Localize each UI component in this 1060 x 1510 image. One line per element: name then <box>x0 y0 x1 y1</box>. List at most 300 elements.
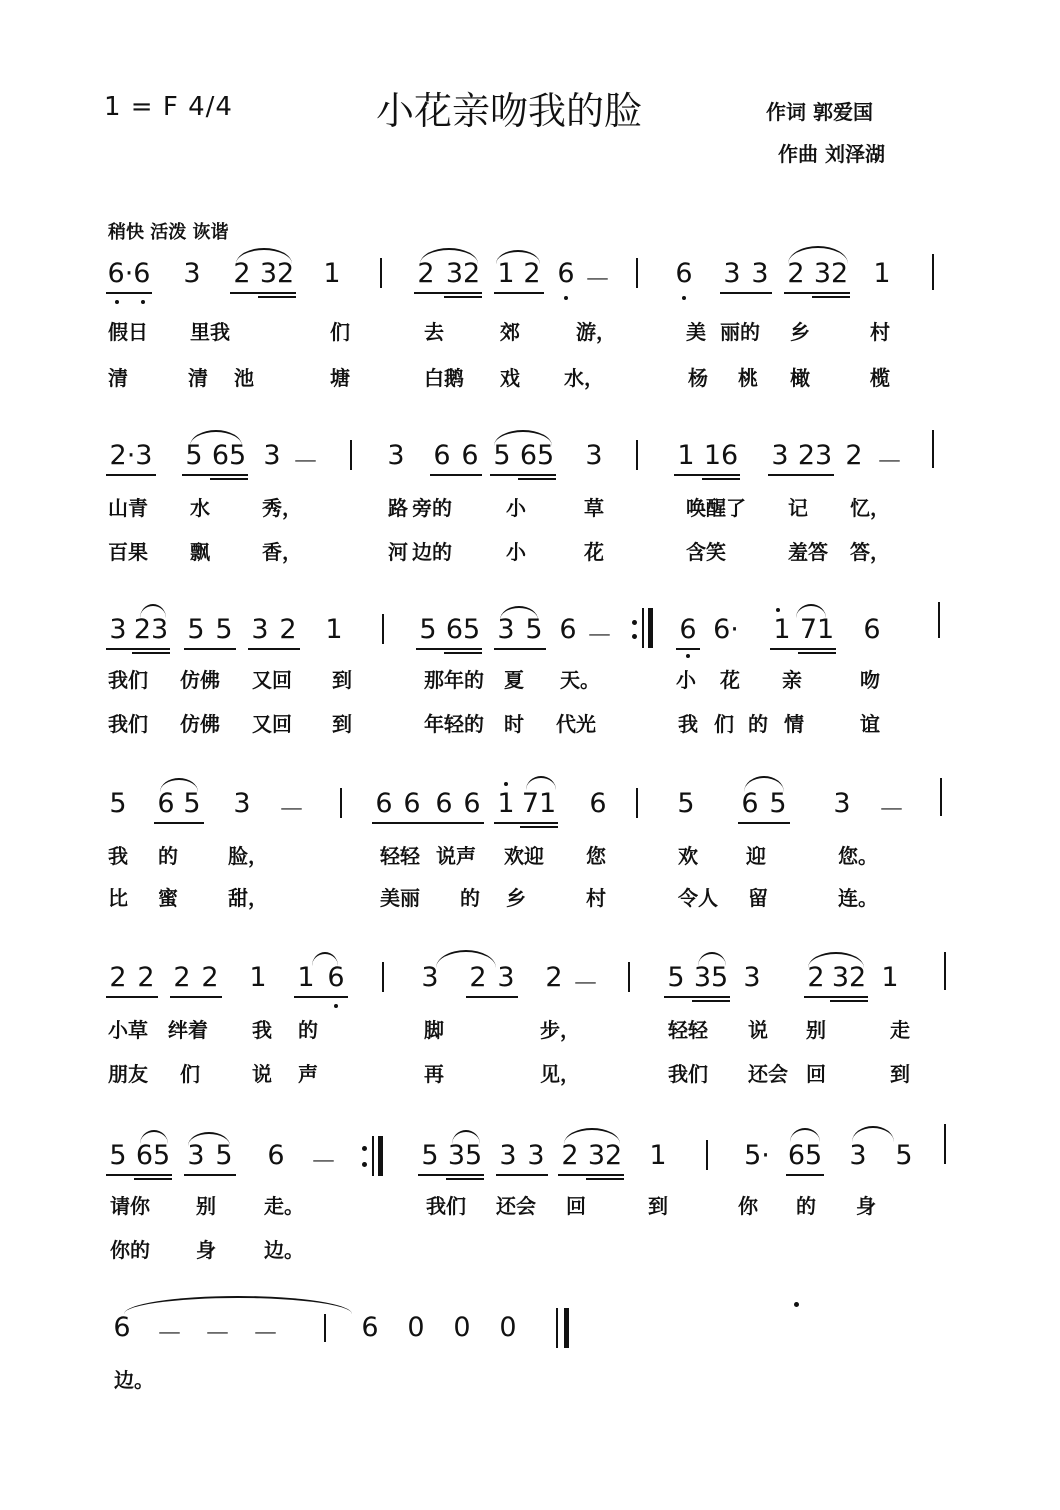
note: 6 <box>327 962 345 993</box>
note: 6·6 <box>107 258 151 289</box>
lyric-word: 忆， <box>850 496 890 520</box>
thick-bar-line <box>648 608 653 648</box>
note: 2 <box>201 962 219 993</box>
lyric-word: 白鹅 <box>424 366 464 390</box>
underline-beam <box>702 478 740 480</box>
lyric-word: 丽的 <box>720 320 760 344</box>
note: 23 <box>133 614 169 645</box>
dash: － <box>572 969 599 1000</box>
bar-line <box>556 1308 558 1348</box>
bar-line <box>944 1124 946 1164</box>
lyric-word: 花 <box>584 540 604 564</box>
lyric-word: 说 <box>748 1018 768 1042</box>
note: 65 <box>519 440 555 471</box>
underline-beam <box>154 822 204 824</box>
note: 1 <box>297 962 315 993</box>
note: 1 <box>873 258 891 289</box>
underline-beam <box>784 292 850 294</box>
lyric-word: 蜜 <box>158 886 178 910</box>
note: 6 <box>267 1140 285 1171</box>
note: 71 <box>799 614 835 645</box>
dash: － <box>586 621 613 652</box>
repeat-dot <box>362 1146 367 1151</box>
lyric-word: 小 <box>676 668 696 692</box>
note: 6 <box>463 788 481 819</box>
note: 1 <box>249 962 267 993</box>
underline-beam <box>770 648 836 650</box>
lyric-word: 河 <box>388 540 408 564</box>
notes-line <box>0 1312 1060 1362</box>
bar-line <box>382 962 384 992</box>
underline-beam <box>430 474 482 476</box>
note: 5 <box>525 614 543 645</box>
underline-beam <box>586 1178 624 1180</box>
underline-beam <box>106 648 170 650</box>
note: 3 <box>751 258 769 289</box>
lyric-word: 亲 <box>782 668 802 692</box>
dash: － <box>156 1319 183 1350</box>
lyric-word: 留 <box>748 886 768 910</box>
bar-line <box>706 1140 708 1170</box>
dash: － <box>278 795 305 826</box>
repeat-dot <box>632 634 637 639</box>
lyric-word: 里我 <box>190 320 230 344</box>
underline-beam <box>518 478 556 480</box>
score-row-7 <box>0 1312 1060 1462</box>
underline-beam <box>768 474 834 476</box>
note: 5 <box>187 614 205 645</box>
underline-beam <box>558 1174 624 1176</box>
underline-beam <box>170 996 222 998</box>
bar-line <box>628 962 630 992</box>
repeat-dot <box>362 1162 367 1167</box>
notes-line <box>0 258 1060 308</box>
lyric-word: 杨 <box>688 366 708 390</box>
underline-beam <box>444 296 482 298</box>
note: 32 <box>587 1140 623 1171</box>
bar-line <box>636 788 638 818</box>
note: 1 <box>881 962 899 993</box>
lyric-word: 边。 <box>114 1368 154 1392</box>
underline-beam <box>494 822 558 824</box>
note: 1 <box>497 258 515 289</box>
bar-line <box>932 254 934 290</box>
note: 1 <box>773 614 791 645</box>
lyric-word: 你 <box>738 1194 758 1218</box>
lyric-word: 小 <box>506 496 526 520</box>
underline-beam <box>674 474 740 476</box>
note: 65 <box>787 1140 823 1171</box>
note: 3 <box>499 1140 517 1171</box>
dash: － <box>878 795 905 826</box>
lyric-word: 脚 <box>424 1018 444 1042</box>
underline-beam <box>720 292 772 294</box>
lyric-word: 乡 <box>790 320 810 344</box>
note: 6 <box>375 788 393 819</box>
lyric-word: 仿佛 <box>180 668 220 692</box>
lyric-word: 秀， <box>262 496 302 520</box>
underline-beam <box>786 1174 824 1176</box>
lyric-word: 草 <box>584 496 604 520</box>
lyric-word: 天。 <box>560 668 600 692</box>
slur-arc <box>190 430 242 446</box>
lyric-word: 您 <box>586 844 606 868</box>
note: 3 <box>833 788 851 819</box>
lyric-word: 水， <box>564 366 604 390</box>
underline-beam <box>416 648 482 650</box>
note: 5 <box>185 440 203 471</box>
lyric-word: 羞答 <box>788 540 828 564</box>
note: 2 <box>561 1140 579 1171</box>
lyric-word: 年轻的 <box>424 712 484 736</box>
note: 5 <box>895 1140 913 1171</box>
note: 3 <box>527 1140 545 1171</box>
note: 3 <box>723 258 741 289</box>
lyric-word: 绊着 <box>168 1018 208 1042</box>
bar-line <box>642 608 644 648</box>
note: 65 <box>211 440 247 471</box>
lyric-word: 欢迎 <box>504 844 544 868</box>
note: 1 <box>497 788 515 819</box>
notes-line <box>0 614 1060 664</box>
underline-beam <box>248 648 300 650</box>
lyric-word: 到 <box>648 1194 668 1218</box>
underline-beam <box>372 822 484 824</box>
score-row-2 <box>0 440 1060 590</box>
lyric-word: 欢 <box>678 844 698 868</box>
note: 2 <box>109 962 127 993</box>
underline-beam <box>230 292 296 294</box>
dash: － <box>310 1147 337 1178</box>
score-row-5 <box>0 962 1060 1112</box>
underline-beam <box>494 648 546 650</box>
lyric-word: 再 <box>424 1062 444 1086</box>
note: 5 <box>183 788 201 819</box>
note: 65 <box>135 1140 171 1171</box>
bar-line <box>380 258 382 288</box>
note: 1 <box>325 614 343 645</box>
note: 5 <box>769 788 787 819</box>
note: 5 <box>109 788 127 819</box>
underline-beam <box>446 1178 484 1180</box>
lyric-word: 说 <box>252 1062 272 1086</box>
underline-beam <box>830 1000 868 1002</box>
underline-beam <box>520 826 558 828</box>
lyric-word: 时 <box>504 712 524 736</box>
note: 0 <box>499 1312 517 1343</box>
slur-arc <box>140 1130 168 1144</box>
octave-dot <box>504 782 508 786</box>
lyric-word: 您。 <box>838 844 878 868</box>
lyric-word: 谊 <box>860 712 880 736</box>
lyric-word: 轻轻 <box>668 1018 708 1042</box>
note: 2 <box>173 962 191 993</box>
lyric-word: 朋友 <box>108 1062 148 1086</box>
lyric-word: 山青 <box>108 496 148 520</box>
underline-beam <box>418 1174 484 1176</box>
lyric-word: 身 <box>196 1238 216 1262</box>
lyric-word: 仿佛 <box>180 712 220 736</box>
note: 3 <box>233 788 251 819</box>
slur-arc <box>124 1296 352 1314</box>
underline-beam <box>692 1000 730 1002</box>
underline-beam <box>134 1178 172 1180</box>
lyric-word: 回 <box>806 1062 826 1086</box>
lyric-word: 美丽 <box>380 886 420 910</box>
bar-line <box>932 430 934 468</box>
underline-beam <box>494 292 544 294</box>
bar-line <box>350 440 352 470</box>
slur-arc <box>744 776 784 792</box>
lyric-word: 身 <box>856 1194 876 1218</box>
slur-arc <box>808 952 864 968</box>
lyric-word: 榄 <box>870 366 890 390</box>
score-row-3 <box>0 614 1060 764</box>
notes-line <box>0 440 1060 490</box>
note: 2 <box>807 962 825 993</box>
lyric-word: 池 <box>234 366 254 390</box>
lyric-word: 花 <box>720 668 740 692</box>
note: 2 <box>279 614 297 645</box>
note: 1 <box>649 1140 667 1171</box>
note: 6 <box>461 440 479 471</box>
note: 6 <box>157 788 175 819</box>
note: 3 <box>849 1140 867 1171</box>
underline-beam <box>676 648 700 650</box>
note: 35 <box>693 962 729 993</box>
lyric-word: 我们 <box>426 1194 466 1218</box>
underline-beam <box>184 648 236 650</box>
octave-dot <box>334 1004 338 1008</box>
score-row-4 <box>0 788 1060 938</box>
lyric-word: 记 <box>788 496 808 520</box>
lyric-word: 我们 <box>668 1062 708 1086</box>
lyric-word: 请你 <box>110 1194 150 1218</box>
slur-arc <box>796 604 826 618</box>
lyric-word: 见， <box>540 1062 580 1086</box>
note: 6 <box>741 788 759 819</box>
lyric-word: 到 <box>332 712 352 736</box>
note: 6 <box>113 1312 131 1343</box>
underline-beam <box>414 292 482 294</box>
dash: － <box>252 1319 279 1350</box>
lyric-word: 们 <box>330 320 350 344</box>
underline-beam <box>490 474 556 476</box>
underline-beam <box>444 652 482 654</box>
slur-arc <box>452 1130 480 1144</box>
lyric-word: 还会 <box>496 1194 536 1218</box>
note: 71 <box>521 788 557 819</box>
note: 2 <box>469 962 487 993</box>
lyric-word: 我 <box>252 1018 272 1042</box>
note: 6 <box>675 258 693 289</box>
note: 0 <box>407 1312 425 1343</box>
note: 5 <box>677 788 695 819</box>
underline-beam <box>106 292 152 294</box>
octave-dot <box>564 296 568 300</box>
note: 3 <box>585 440 603 471</box>
lyric-word: 路 <box>388 496 408 520</box>
note: 32 <box>259 258 295 289</box>
lyric-word: 含笑 <box>686 540 726 564</box>
lyric-word: 回 <box>566 1194 586 1218</box>
lyric-word: 声 <box>298 1062 318 1086</box>
lyric-word: 小草 <box>108 1018 148 1042</box>
note: 2 <box>137 962 155 993</box>
dash: － <box>204 1319 231 1350</box>
lyric-word: 到 <box>890 1062 910 1086</box>
slur-arc <box>312 952 338 966</box>
repeat-dot <box>632 620 637 625</box>
note: 3 <box>109 614 127 645</box>
bar-line <box>636 258 638 288</box>
dash: － <box>584 265 611 296</box>
repeat-dot <box>794 1302 799 1307</box>
underline-beam <box>738 822 790 824</box>
lyric-word: 戏 <box>500 366 520 390</box>
lyric-word: 令人 <box>678 886 718 910</box>
lyric-word: 说声 <box>436 844 476 868</box>
lyric-word: 我们 <box>108 712 148 736</box>
lyric-word: 还会 <box>748 1062 788 1086</box>
lyric-word: 清 <box>108 366 128 390</box>
note: 6 <box>863 614 881 645</box>
note: 2·3 <box>109 440 153 471</box>
slur-arc <box>140 604 166 618</box>
underline-beam <box>132 652 170 654</box>
underline-beam <box>798 652 836 654</box>
thick-bar-line <box>564 1308 569 1348</box>
slur-arc <box>436 950 496 968</box>
underline-beam <box>496 1174 548 1176</box>
note: 2 <box>545 962 563 993</box>
lyric-word: 边。 <box>264 1238 304 1262</box>
slur-arc <box>496 250 540 264</box>
slur-arc <box>698 952 726 966</box>
note: 65 <box>445 614 481 645</box>
note: 5 <box>493 440 511 471</box>
lyric-word: 唤醒了 <box>686 496 746 520</box>
underline-beam <box>106 996 158 998</box>
lyric-word: 游， <box>576 320 616 344</box>
lyric-word: 的 <box>158 844 178 868</box>
lyric-word: 的 <box>298 1018 318 1042</box>
lyric-word: 那年的 <box>424 668 484 692</box>
lyric-word: 桃 <box>738 366 758 390</box>
note: 6 <box>433 440 451 471</box>
note: 6 <box>361 1312 379 1343</box>
bar-line <box>340 788 342 818</box>
underline-beam <box>804 996 868 998</box>
lyric-word: 我们 <box>108 668 148 692</box>
tempo-marking: 稍快 活泼 诙谐 <box>108 222 229 243</box>
octave-dot <box>141 300 145 304</box>
lyric-word: 答， <box>850 540 890 564</box>
note: 3 <box>497 614 515 645</box>
lyric-word: 夏 <box>504 668 524 692</box>
underline-beam <box>210 478 248 480</box>
note: 6 <box>403 788 421 819</box>
lyric-word: 代光 <box>556 712 596 736</box>
lyric-word: 橄 <box>790 366 810 390</box>
lyric-word: 们 <box>714 712 734 736</box>
bar-line <box>938 602 940 638</box>
lyric-word: 别 <box>196 1194 216 1218</box>
lyric-word: 假日 <box>108 320 148 344</box>
note: 3 <box>743 962 761 993</box>
lyric-word: 清 <box>188 366 208 390</box>
underline-beam <box>184 1174 236 1176</box>
lyric-word: 脸， <box>228 844 268 868</box>
slur-arc <box>420 248 478 264</box>
note: 6 <box>559 614 577 645</box>
lyric-word: 小 <box>506 540 526 564</box>
note: 32 <box>831 962 867 993</box>
note: 6 <box>435 788 453 819</box>
bar-line <box>324 1314 326 1342</box>
note: 0 <box>453 1312 471 1343</box>
note: 6 <box>679 614 697 645</box>
note: 3 <box>421 962 439 993</box>
lyric-word: 我 <box>678 712 698 736</box>
octave-dot <box>686 654 690 658</box>
score-row-6 <box>0 1140 1060 1290</box>
lyric-word: 走 <box>890 1018 910 1042</box>
note: 5 <box>215 1140 233 1171</box>
underline-beam <box>294 996 348 998</box>
lyric-word: 飘 <box>190 540 210 564</box>
lyric-word: 郊 <box>500 320 520 344</box>
thick-bar-line <box>378 1136 383 1176</box>
lyric-word: 边的 <box>412 540 452 564</box>
note: 3 <box>251 614 269 645</box>
slur-arc <box>500 606 538 620</box>
notes-line <box>0 1140 1060 1190</box>
slur-arc <box>494 430 552 446</box>
lyric-word: 情 <box>784 712 804 736</box>
note: 3 <box>187 1140 205 1171</box>
underline-beam <box>106 1174 172 1176</box>
lyric-word: 迎 <box>746 844 766 868</box>
note: 2 <box>417 258 435 289</box>
lyric-word: 美 <box>686 320 706 344</box>
key-signature: 1 = F 4/4 <box>104 92 233 122</box>
note: 3 <box>771 440 789 471</box>
note: 16 <box>703 440 739 471</box>
underline-beam <box>106 474 156 476</box>
lyric-word: 香， <box>262 540 302 564</box>
note: 5 <box>109 1140 127 1171</box>
note: 2 <box>845 440 863 471</box>
note: 6· <box>713 614 739 645</box>
note: 2 <box>233 258 251 289</box>
note: 32 <box>445 258 481 289</box>
lyric-word: 又回 <box>252 712 292 736</box>
lyric-word: 又回 <box>252 668 292 692</box>
note: 3 <box>387 440 405 471</box>
note: 3 <box>497 962 515 993</box>
lyric-word: 甜， <box>228 886 268 910</box>
note: 5 <box>421 1140 439 1171</box>
slur-arc <box>526 776 556 790</box>
notes-line <box>0 962 1060 1012</box>
lyric-word: 的 <box>748 712 768 736</box>
slur-arc <box>852 1126 894 1142</box>
lyric-word: 的 <box>460 886 480 910</box>
octave-dot <box>115 300 119 304</box>
song-title: 小花亲吻我的脸 <box>376 89 643 133</box>
note: 1 <box>677 440 695 471</box>
